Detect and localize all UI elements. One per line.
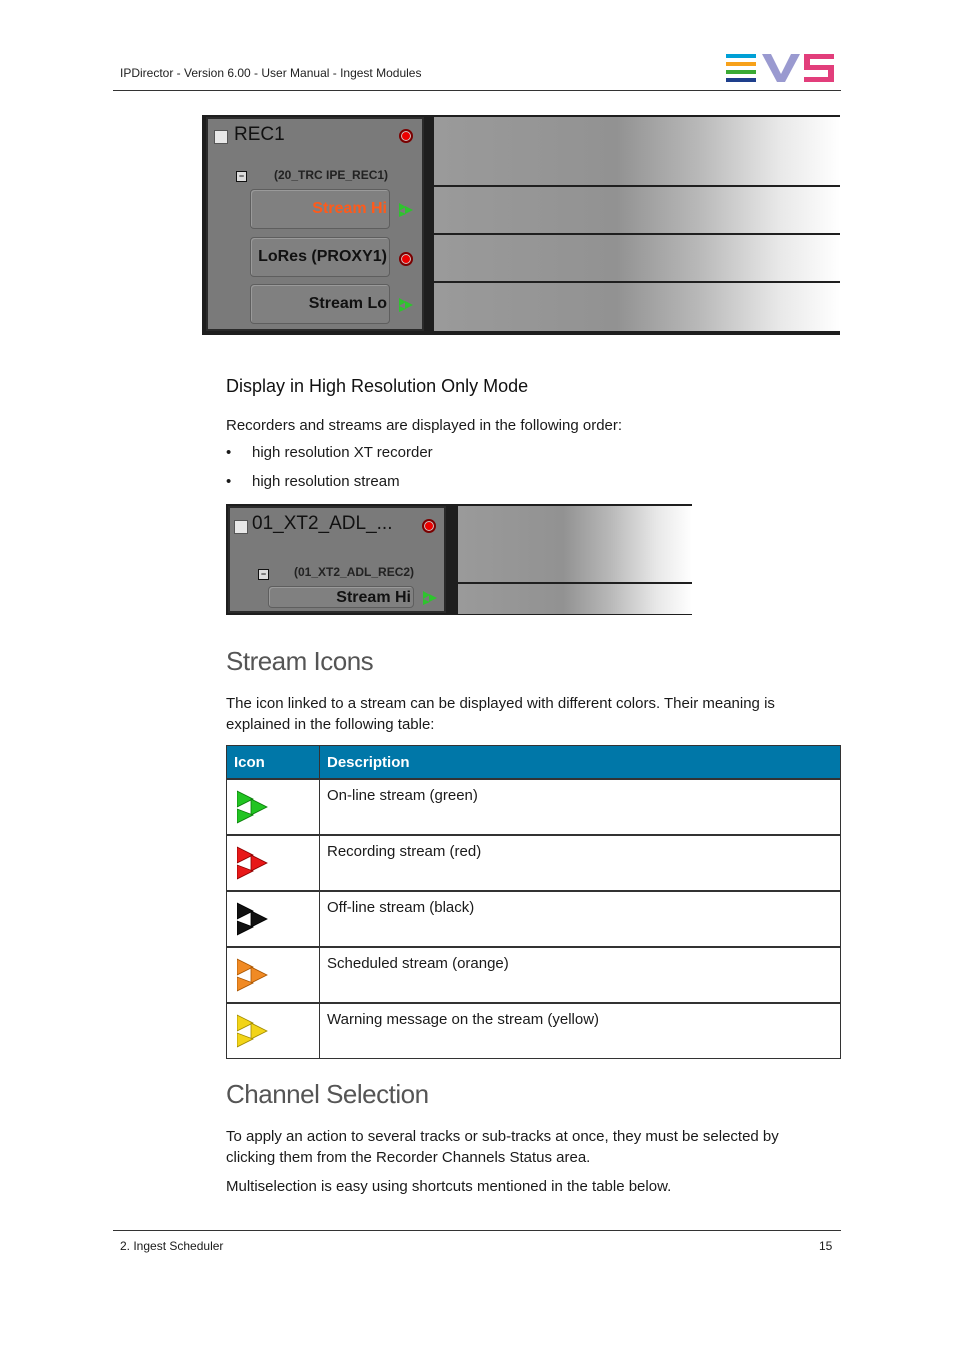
icon-description: Scheduled stream (orange) — [320, 947, 841, 1003]
icon-description: Warning message on the stream (yellow) — [320, 1003, 841, 1059]
table-row — [227, 1003, 841, 1059]
recorder-screenshot-1 — [202, 115, 840, 335]
header-rule — [113, 90, 841, 91]
paragraph: Multiselection is easy using shortcuts mentioned in the table below. — [226, 1178, 672, 1195]
green-play-icon — [422, 590, 438, 606]
lores-proxy-button[interactable]: LoRes (PROXY1) — [250, 237, 390, 277]
yellow-stream-icon — [237, 1013, 271, 1049]
timeline-area — [458, 506, 692, 614]
footer-chapter: 2. Ingest Scheduler — [120, 1239, 224, 1253]
section-heading-stream-icons: Stream Icons — [226, 646, 374, 676]
table-row — [227, 779, 841, 835]
evs-logo — [726, 54, 834, 82]
table-row — [227, 891, 841, 947]
green-play-icon — [398, 297, 414, 313]
recorder-name: REC1 — [234, 124, 285, 145]
collapse-icon[interactable]: − — [258, 569, 269, 580]
green-play-icon — [398, 202, 414, 218]
stream-hi-button[interactable]: Stream Hi — [268, 586, 414, 608]
table-row — [227, 835, 841, 891]
recording-dot-icon — [422, 519, 436, 533]
table-header-icon: Icon — [227, 746, 320, 780]
icon-description: On-line stream (green) — [320, 779, 841, 835]
stream-lo-button[interactable]: Stream Lo — [250, 284, 390, 324]
stream-icons-table — [226, 745, 841, 1059]
table-header-description: Description — [320, 746, 841, 780]
running-header: IPDirector - Version 6.00 - User Manual - Ingest Modules — [120, 66, 422, 80]
timeline-area — [434, 117, 840, 331]
orange-stream-icon — [237, 957, 271, 993]
black-stream-icon — [237, 901, 271, 937]
recorder-checkbox[interactable] — [214, 130, 228, 144]
green-stream-icon — [237, 789, 271, 825]
table-row — [227, 947, 841, 1003]
recording-dot-icon — [399, 129, 413, 143]
recorder-name: 01_XT2_ADL_... — [252, 513, 393, 534]
recorder-screenshot-2 — [226, 504, 692, 615]
channel-group-label: (01_XT2_ADL_REC2) — [294, 565, 415, 579]
footer-rule — [113, 1230, 841, 1231]
recorder-panel — [206, 117, 424, 331]
recording-dot-icon — [399, 252, 413, 266]
paragraph: Recorders and streams are displayed in the following order: — [226, 417, 623, 434]
icon-description: Off-line stream (black) — [320, 891, 841, 947]
page-number: 15 — [819, 1239, 833, 1253]
icon-description: Recording stream (red) — [320, 835, 841, 891]
red-stream-icon — [237, 845, 271, 881]
channel-group-label: (20_TRC IPE_REC1) — [274, 168, 389, 182]
recorder-checkbox[interactable] — [234, 520, 248, 534]
collapse-icon[interactable]: − — [236, 171, 247, 182]
section-heading-channel-selection: Channel Selection — [226, 1079, 429, 1109]
recorder-panel — [228, 506, 446, 613]
section-heading-high-res: Display in High Resolution Only Mode — [226, 376, 529, 396]
paragraph: To apply an action to several tracks or sub-tracks at once, they must be selected by clicking them from the Recorder Channels Status area. — [226, 1128, 779, 1166]
stream-hi-button[interactable]: Stream Hi — [250, 189, 390, 229]
paragraph: The icon linked to a stream can be displayed with different colors. Their meaning is explained in the following table: — [226, 695, 775, 733]
